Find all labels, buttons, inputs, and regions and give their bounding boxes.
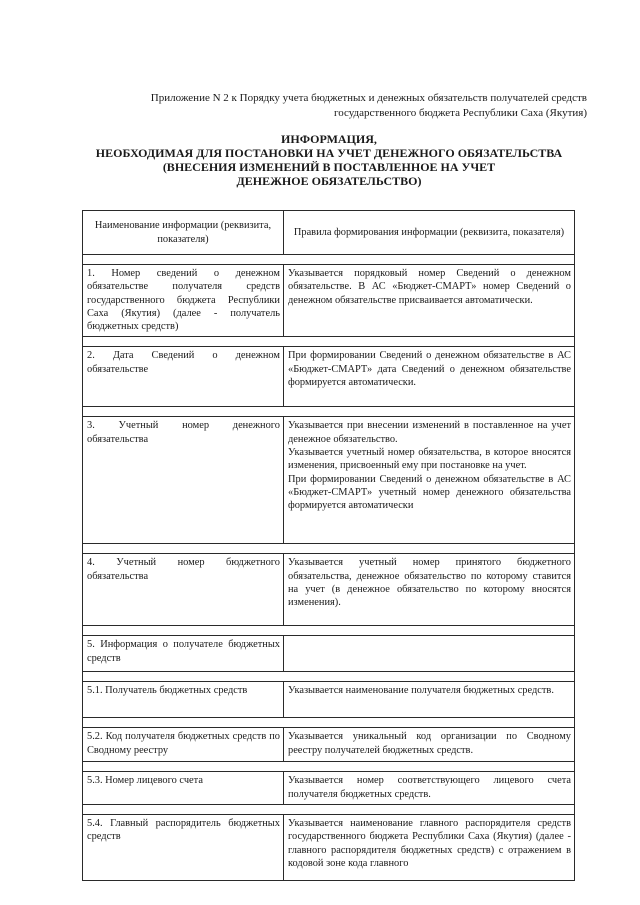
appendix-note: Приложение N 2 к Порядку учета бюджетных и денежных обязательств получателей средств государственного бюджета Республики Саха (Якутия) [150,92,587,119]
table-header-row [83,211,575,255]
row-rule: Указывается номер соответствующего лицевого счета получателя бюджетных средств. [284,772,575,805]
row-rule: Указывается учетный номер принятого бюджетного обязательства, денежное обязательство по которому ставится на учет (в денежное обязательство по которому вносятся изменения). [284,554,575,626]
document-title [85,132,573,188]
row-name: 1. Номер сведений о денежном обязательстве получателя средств государственного бюджета Республики Саха (Якутия) (далее - получатель бюджетных средств) [83,265,284,337]
row-rule: Указывается при внесении изменений в поставленное на учет денежное обязательство. Указывается учетный номер обязательства, в которое вносятся изменения, присвоенный ему при постановке на учет. При формировании Сведений о денежном обязательстве в АС «Бюджет-СМАРТ» учетный номер денежного обязательства формируется автоматически [284,417,575,544]
info-table [82,210,575,881]
title-line: НЕОБХОДИМАЯ ДЛЯ ПОСТАНОВКИ НА УЧЕТ ДЕНЕЖНОГО ОБЯЗАТЕЛЬСТВА [95,146,563,160]
row-name: 4. Учетный номер бюджетного обязательства [83,554,284,626]
table-row [83,417,575,544]
table-row [83,728,575,762]
row-rule: Указывается уникальный код организации по Сводному реестру получателей бюджетных средств. [284,728,575,762]
table-row [83,347,575,407]
header-rule: Правила формирования информации (реквизита, показателя) [284,211,575,255]
row-name: 5. Информация о получателе бюджетных средств [83,636,284,672]
row-name: 5.3. Номер лицевого счета [83,772,284,805]
row-name: 5.4. Главный распорядитель бюджетных средств [83,815,284,881]
row-rule [284,636,575,672]
table-row [83,682,575,718]
table-row [83,772,575,805]
title-line: ИНФОРМАЦИЯ, [281,132,377,146]
row-rule: Указывается наименование получателя бюджетных средств. [284,682,575,718]
title-line: ДЕНЕЖНОЕ ОБЯЗАТЕЛЬСТВО) [236,174,422,188]
row-rule: Указывается порядковый номер Сведений о денежном обязательстве. В АС «Бюджет-СМАРТ» номер Сведений о денежном обязательстве присваивается автоматически. [284,265,575,337]
table-row [83,815,575,881]
row-name: 3. Учетный номер денежного обязательства [83,417,284,544]
row-name: 2. Дата Сведений о денежном обязательстве [83,347,284,407]
table-row [83,265,575,337]
row-rule: При формировании Сведений о денежном обязательстве в АС «Бюджет-СМАРТ» дата Сведений о денежном обязательстве формируется автоматически. [284,347,575,407]
row-name: 5.1. Получатель бюджетных средств [83,682,284,718]
header-name: Наименование информации (реквизита, показателя) [83,211,284,255]
title-line: (ВНЕСЕНИЯ ИЗМЕНЕНИЙ В ПОСТАВЛЕННОЕ НА УЧЕТ [162,160,496,174]
row-rule: Указывается наименование главного распорядителя средств государственного бюджета Республики Саха (Якутия) (далее - главного распорядителя бюджетных средств) с отражением в кодовой зоне кода главного [284,815,575,881]
table-row [83,636,575,672]
table-row [83,554,575,626]
row-name: 5.2. Код получателя бюджетных средств по Сводному реестру [83,728,284,762]
